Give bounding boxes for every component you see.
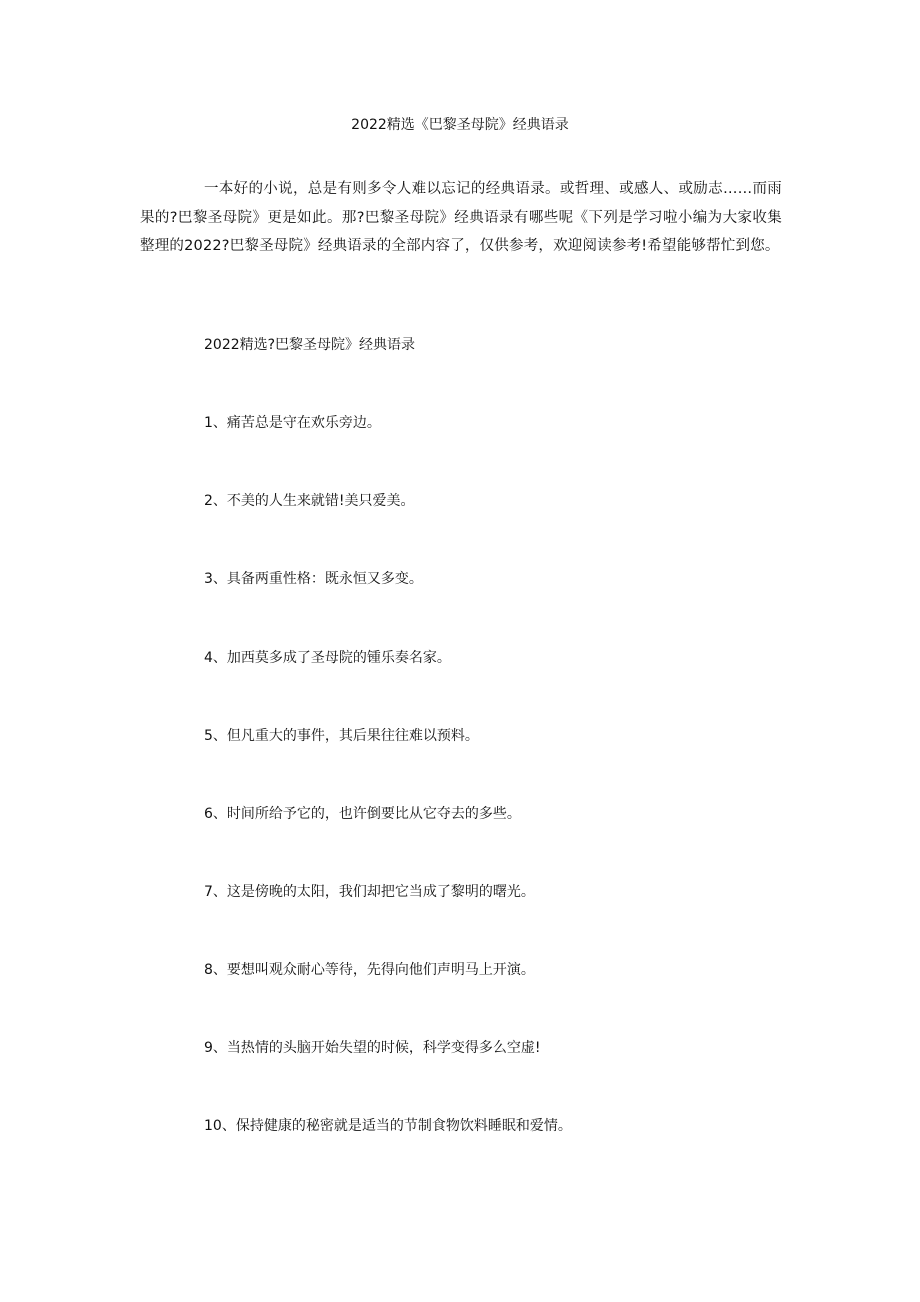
quote-item: 6、时间所给予它的，也许倒要比从它夺去的多些。 (204, 806, 521, 822)
quote-item: 4、加西莫多成了圣母院的锺乐奏名家。 (204, 650, 451, 666)
quote-item: 7、这是傍晚的太阳，我们却把它当成了黎明的曙光。 (204, 884, 535, 900)
quote-item: 5、但凡重大的事件，其后果往往难以预料。 (204, 728, 479, 744)
section-heading: 2022精选?巴黎圣母院》经典语录 (204, 337, 416, 353)
quote-item: 9、当热情的头脑开始失望的时候，科学变得多么空虚! (204, 1040, 541, 1056)
quote-item: 10、保持健康的秘密就是适当的节制食物饮料睡眠和爱情。 (204, 1118, 572, 1134)
intro-paragraph: 一本好的小说，总是有则多令人难以忘记的经典语录。或哲理、或感人、或励志……而雨果的?巴黎圣母院》更是如此。那?巴黎圣母院》经典语录有哪些呢《下列是学习啦小编为大家收集整理的2022?巴黎圣母院》经典语录的全部内容了，仅供参考，欢迎阅读参考!希望能够帮忙到您。 (140, 181, 782, 254)
quote-item: 1、痛苦总是守在欢乐旁边。 (204, 415, 381, 431)
document-title: 2022精选《巴黎圣母院》经典语录 (351, 117, 569, 133)
quote-item: 3、具备两重性格：既永恒又多变。 (204, 571, 423, 587)
quote-item: 2、不美的人生来就错!美只爱美。 (204, 493, 415, 509)
quote-item: 8、要想叫观众耐心等待，先得向他们声明马上开演。 (204, 962, 535, 978)
